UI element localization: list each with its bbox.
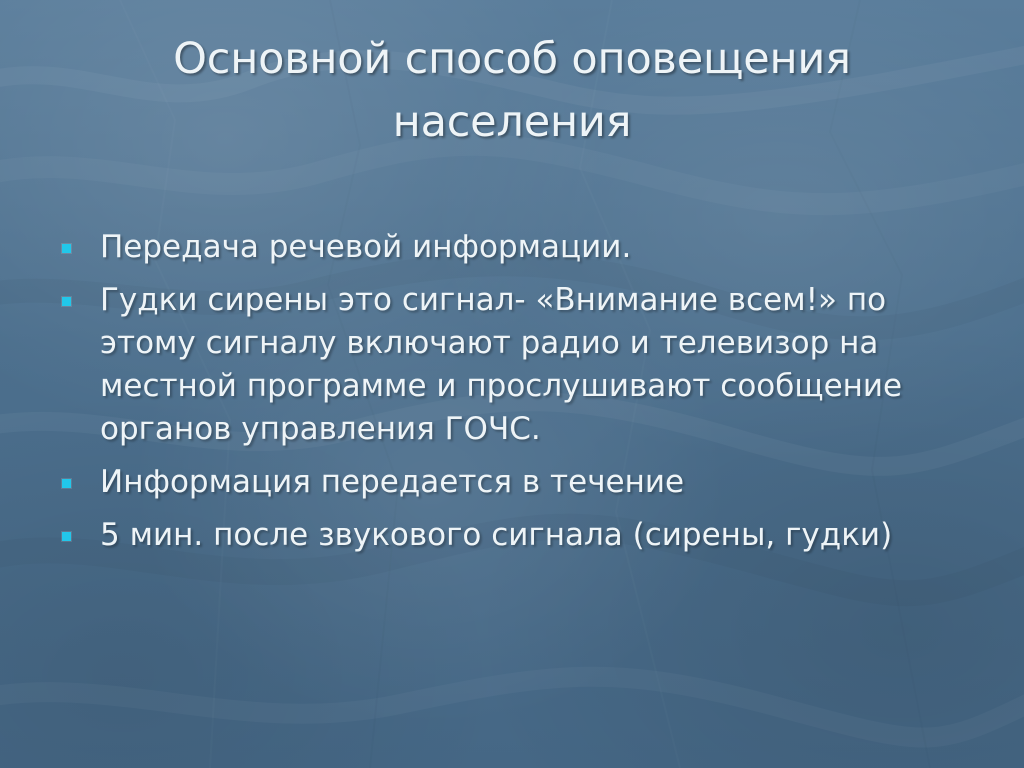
- bullet-item-voice-information: [62, 226, 942, 269]
- bullet-text: 5 мин. после звукового сигнала (сирены, гудки): [100, 517, 893, 553]
- bullet-square-icon: [62, 532, 71, 541]
- bullet-item-after-sound-signal: [62, 514, 942, 557]
- bullet-item-siren-signal: [62, 279, 942, 451]
- bullet-square-icon: [62, 297, 71, 306]
- slide-title: Основной способ оповещения населения: [173, 34, 851, 147]
- bullet-list: [62, 226, 942, 557]
- bullet-text: Информация передается в течение: [100, 464, 685, 500]
- bullet-text: Передача речевой информации.: [100, 229, 632, 265]
- bullet-square-icon: [62, 479, 71, 488]
- bullet-item-transmission-time: [62, 461, 942, 504]
- bullet-square-icon: [62, 244, 71, 253]
- bullet-text: Гудки сирены это сигнал- «Внимание всем!» по этому сигналу включают радио и телевизор на местной программе и прослушивают сообщение органов управления ГОЧС.: [100, 282, 903, 447]
